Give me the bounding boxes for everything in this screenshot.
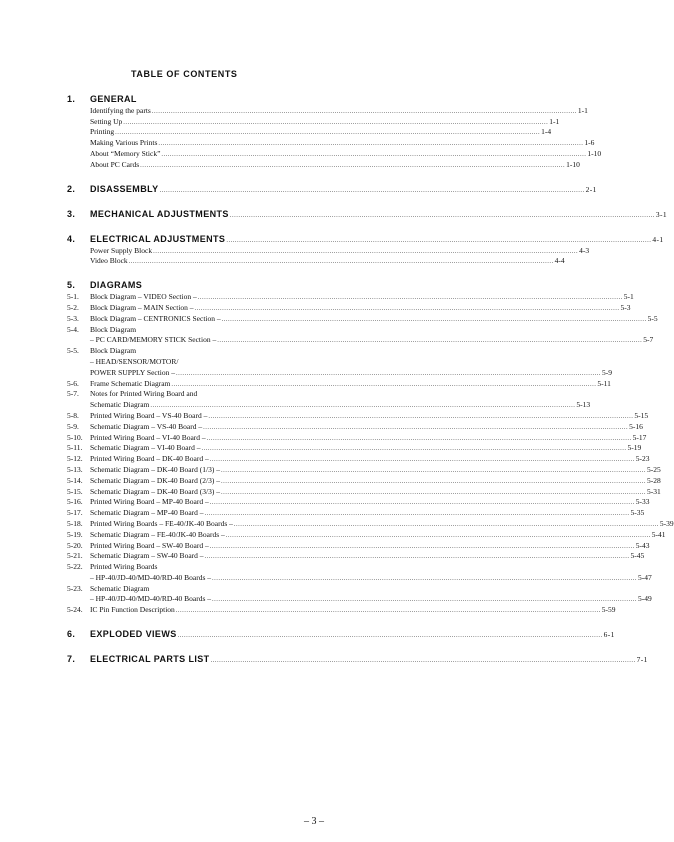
entry-number: 5-18. [67, 518, 83, 528]
entry-title: Notes for Printed Wiring Board and [90, 389, 198, 399]
entry-page: 5-49 [638, 594, 652, 604]
entry-title: Block Diagram [90, 346, 137, 356]
dot-leader: ........................................................................................................................................................................................................ [209, 542, 635, 550]
entry-page: 5-15 [634, 410, 649, 420]
entry-page: 5-47 [638, 572, 652, 582]
dot-leader: ........................................................................................................................................................................................................ [140, 161, 566, 169]
entry-page: 5-13 [576, 400, 591, 410]
section-page: 4-1 [652, 234, 664, 244]
toc-entry[interactable] [67, 115, 560, 126]
toc-section [67, 626, 615, 640]
entry-number: 5-17. [67, 508, 83, 518]
dot-leader: ........................................................................................................................................................................................................ [212, 574, 638, 582]
toc-entry[interactable] [67, 409, 649, 420]
entry-number: 5-15. [67, 486, 83, 496]
section-title: EXPLODED VIEWS [90, 629, 177, 640]
toc-entry[interactable] [67, 485, 661, 496]
toc-entry[interactable] [67, 506, 645, 518]
dot-leader: ........................................................................................................................................................................................................ [176, 369, 602, 377]
entry-number: 5-13. [67, 464, 83, 474]
toc-entry[interactable] [67, 334, 654, 345]
dot-leader: ........................................................................................................................................................................................................ [123, 118, 549, 126]
dot-leader: ........................................................................................................................................................................................................ [225, 531, 651, 539]
section-heading[interactable] [67, 181, 597, 194]
entry-number: 5-11. [67, 443, 83, 453]
toc-section [67, 206, 668, 219]
toc-entry[interactable] [67, 571, 652, 582]
dot-leader: ........................................................................................................................................................................................................ [212, 596, 638, 604]
entry-number: 5-21. [67, 551, 83, 561]
entry-title: Block Diagram [90, 324, 137, 334]
toc-title: TABLE OF CONTENTS [131, 69, 238, 79]
entry-page: 5-39 [659, 518, 674, 528]
toc-entry[interactable] [67, 377, 611, 388]
entry-number: 5-20. [67, 540, 83, 550]
dot-leader: ........................................................................................................................................................................................................ [201, 445, 627, 453]
toc-entry[interactable] [67, 431, 647, 442]
section-page: 3-1 [655, 209, 668, 219]
entry-page: 1-10 [587, 148, 602, 158]
toc-entry[interactable] [67, 593, 652, 604]
entry-title: Schematic Diagram – DK-40 Board (1/3) – [90, 464, 220, 474]
toc-section [67, 651, 648, 665]
dot-leader: ........................................................................................................................................................................................................ [210, 657, 636, 665]
entry-title: Schematic Diagram – DK-40 Board (2/3) – [90, 475, 220, 485]
entry-title: Setting Up [90, 116, 123, 126]
toc-entry[interactable] [67, 474, 661, 485]
entry-number: 5-8. [67, 410, 79, 420]
dot-leader: ........................................................................................................................................................................................................ [204, 510, 630, 518]
toc-entry[interactable] [67, 301, 631, 312]
section-number: 5. [67, 280, 76, 291]
entry-title: – PC CARD/MEMORY STICK Section – [90, 335, 217, 345]
toc-entry[interactable] [67, 104, 588, 115]
dot-leader: ........................................................................................................................................................................................................ [128, 258, 554, 266]
entry-title: – HP-40/JD-40/MD-40/RD-40 Boards – [90, 594, 212, 604]
toc-entry[interactable] [67, 312, 658, 323]
section-title: MECHANICAL ADJUSTMENTS [90, 208, 229, 219]
dot-leader: ........................................................................................................................................................................................................ [151, 107, 577, 115]
dot-leader: ........................................................................................................................................................................................................ [158, 140, 584, 148]
toc-entry[interactable] [67, 290, 634, 302]
section-title: ELECTRICAL ADJUSTMENTS [90, 233, 226, 244]
entry-page: 1-6 [584, 138, 595, 148]
toc-entry[interactable] [67, 158, 580, 169]
entry-number: 5-22. [67, 562, 83, 572]
entry-page: 4-3 [579, 245, 590, 255]
entry-title: Printed Wiring Board – MP-40 Board – [90, 497, 209, 507]
entry-number: 5-4. [67, 324, 79, 334]
entry-title: Printed Wiring Board – VS-40 Board – [90, 410, 208, 420]
entry-page: 5-35 [630, 508, 645, 518]
section-heading[interactable] [67, 91, 307, 104]
toc-entry[interactable] [67, 388, 307, 399]
entry-title: About PC Cards [90, 159, 140, 169]
toc-entry[interactable] [67, 528, 666, 539]
toc-entry[interactable] [67, 517, 674, 528]
entry-page: 5-9 [602, 367, 613, 377]
entry-number: 5-14. [67, 475, 83, 485]
dot-leader: ........................................................................................................................................................................................................ [153, 247, 579, 255]
entry-title: Identifying the parts [90, 105, 151, 115]
entry-title: Printed Wiring Board – VI-40 Board – [90, 432, 206, 442]
dot-leader: ........................................................................................................................................................................................................ [208, 412, 634, 420]
entry-title: Schematic Diagram – DK-40 Board (3/3) – [90, 486, 220, 496]
entry-page: 5-59 [601, 605, 616, 615]
entry-title: IC Pin Function Description [90, 605, 175, 615]
entry-title: Schematic Diagram – VI-40 Board – [90, 443, 201, 453]
dot-leader: ........................................................................................................................................................................................................ [177, 632, 603, 640]
entry-page: 5-33 [635, 497, 650, 507]
entry-number: 5-16. [67, 497, 83, 507]
toc-entry[interactable] [67, 582, 307, 593]
entry-number: 5-24. [67, 605, 83, 615]
entry-page: 5-28 [646, 475, 661, 485]
entry-page: 5-43 [635, 540, 650, 550]
dot-leader: ........................................................................................................................................................................................................ [194, 304, 620, 312]
entry-title: About “Memory Stick” [90, 148, 161, 158]
dot-leader: ........................................................................................................................................................................................................ [204, 553, 630, 561]
dot-leader: ........................................................................................................................................................................................................ [209, 456, 635, 464]
entry-page: 5-1 [623, 292, 634, 302]
dot-leader: ........................................................................................................................................................................................................ [229, 211, 655, 219]
toc-entry[interactable] [67, 355, 307, 366]
entry-title: Printed Wiring Boards – FE-40/JK-40 Boards – [90, 518, 233, 528]
section-number: 1. [67, 94, 76, 104]
entry-title: Printed Wiring Board – SW-40 Board – [90, 540, 209, 550]
entry-page: 5-41 [651, 529, 666, 539]
entry-number: 5-2. [67, 302, 79, 312]
entry-page: 5-16 [629, 421, 643, 431]
toc-entry[interactable] [67, 147, 602, 158]
toc-entry[interactable] [67, 420, 643, 431]
entry-number: 5-12. [67, 454, 83, 464]
section-number: 6. [67, 629, 76, 640]
toc-entry[interactable] [67, 496, 650, 507]
entry-number: 5-3. [67, 313, 79, 323]
dot-leader: ........................................................................................................................................................................................................ [150, 402, 576, 410]
toc-entry[interactable] [67, 452, 650, 464]
entry-page: 5-25 [646, 464, 661, 474]
toc-entry[interactable] [67, 398, 591, 410]
dot-leader: ........................................................................................................................................................................................................ [233, 520, 659, 528]
entry-number: 5-7. [67, 389, 79, 399]
dot-leader: ........................................................................................................................................................................................................ [171, 380, 597, 388]
toc-entry[interactable] [67, 323, 307, 334]
entry-number: 5-6. [67, 378, 79, 388]
entry-page: 5-23 [635, 454, 650, 464]
dot-leader: ........................................................................................................................................................................................................ [175, 607, 601, 615]
entry-page: 5-19 [627, 443, 642, 453]
toc-entry[interactable] [67, 136, 595, 148]
entry-title: Video Block [90, 256, 128, 266]
dot-leader: ........................................................................................................................................................................................................ [206, 434, 632, 442]
section-title: ELECTRICAL PARTS LIST [90, 654, 210, 665]
entry-number: 5-19. [67, 529, 83, 539]
entry-title: Block Diagram – MAIN Section – [90, 302, 194, 312]
toc-entry[interactable] [67, 539, 650, 550]
entry-page: 1-1 [577, 105, 588, 115]
dot-leader: ........................................................................................................................................................................................................ [161, 150, 587, 158]
entry-page: 1-4 [541, 127, 552, 137]
entry-page: 5-5 [647, 313, 658, 323]
entry-page: 1-1 [549, 116, 560, 126]
entry-number: 5-9. [67, 421, 79, 431]
dot-leader: ........................................................................................................................................................................................................ [217, 337, 643, 345]
entry-title: Schematic Diagram – MP-40 Board – [90, 508, 204, 518]
toc-entry[interactable] [67, 463, 661, 474]
entry-title: – HP-40/JD-40/MD-40/RD-40 Boards – [90, 572, 212, 582]
dot-leader: ........................................................................................................................................................................................................ [221, 315, 647, 323]
entry-title: Schematic Diagram [90, 400, 150, 410]
entry-title: Making Various Prints [90, 138, 158, 148]
entry-title: Schematic Diagram – FE-40/JK-40 Boards – [90, 529, 225, 539]
entry-title: Schematic Diagram [90, 583, 150, 593]
dot-leader: ........................................................................................................................................................................................................ [220, 466, 646, 474]
toc-section [67, 91, 602, 169]
section-heading[interactable] [67, 231, 664, 244]
dot-leader: ........................................................................................................................................................................................................ [159, 186, 585, 194]
entry-page: 5-31 [646, 486, 661, 496]
toc-section [67, 231, 664, 266]
page-number: – 3 – [304, 816, 324, 827]
section-heading[interactable] [67, 626, 615, 640]
section-title: DIAGRAMS [90, 280, 143, 291]
dot-leader: ........................................................................................................................................................................................................ [220, 488, 646, 496]
entry-page: 5-7 [643, 335, 654, 345]
entry-page: 4-4 [554, 256, 565, 266]
toc-entry[interactable] [67, 126, 552, 137]
toc-entry[interactable] [67, 603, 616, 615]
entry-number: 5-23. [67, 583, 83, 593]
entry-page: 5-3 [620, 302, 631, 312]
toc-entry[interactable] [67, 366, 613, 377]
section-number: 2. [67, 183, 76, 194]
section-heading[interactable] [67, 206, 668, 219]
entry-title: Printed Wiring Boards [90, 562, 158, 572]
entry-title: POWER SUPPLY Section – [90, 367, 176, 377]
dot-leader: ........................................................................................................................................................................................................ [226, 236, 652, 244]
entry-number: 5-1. [67, 292, 79, 302]
entry-page: 5-17 [632, 432, 647, 442]
entry-page: 5-45 [630, 551, 645, 561]
dot-leader: ........................................................................................................................................................................................................ [197, 294, 623, 302]
section-heading[interactable] [67, 277, 307, 290]
entry-page: 1-10 [566, 159, 580, 169]
toc-entry[interactable] [67, 255, 565, 266]
section-number: 4. [67, 233, 76, 244]
toc-entry[interactable] [67, 344, 307, 355]
dot-leader: ........................................................................................................................................................................................................ [203, 423, 629, 431]
toc-entry[interactable] [67, 442, 642, 453]
section-title: DISASSEMBLY [90, 183, 159, 194]
section-heading[interactable] [67, 651, 648, 665]
dot-leader: ........................................................................................................................................................................................................ [220, 477, 646, 485]
entry-title: Power Supply Block [90, 245, 153, 255]
toc-entry[interactable] [67, 560, 307, 571]
toc-entry[interactable] [67, 244, 590, 255]
section-title: GENERAL [90, 94, 137, 104]
section-number: 7. [67, 654, 76, 665]
entry-title: Printed Wiring Board – DK-40 Board – [90, 454, 209, 464]
table-of-contents [67, 91, 674, 665]
entry-number: 5-10. [67, 432, 83, 442]
toc-section [67, 181, 597, 194]
toc-section [67, 277, 674, 615]
entry-title: Frame Schematic Diagram [90, 378, 171, 388]
section-number: 3. [67, 208, 76, 219]
entry-title: Schematic Diagram – VS-40 Board – [90, 421, 203, 431]
toc-entry[interactable] [67, 550, 645, 561]
section-page: 2-1 [585, 184, 597, 194]
entry-title: Printing [90, 127, 115, 137]
dot-leader: ........................................................................................................................................................................................................ [115, 129, 541, 137]
entry-title: Block Diagram – VIDEO Section – [90, 292, 197, 302]
section-page: 7-1 [636, 655, 648, 665]
entry-page: 5-11 [597, 378, 611, 388]
dot-leader: ........................................................................................................................................................................................................ [209, 499, 635, 507]
entry-number: 5-5. [67, 346, 79, 356]
entry-title: – HEAD/SENSOR/MOTOR/ [90, 356, 179, 366]
section-page: 6-1 [603, 630, 615, 640]
entry-title: Block Diagram – CENTRONICS Section – [90, 313, 221, 323]
entry-title: Schematic Diagram – SW-40 Board – [90, 551, 204, 561]
